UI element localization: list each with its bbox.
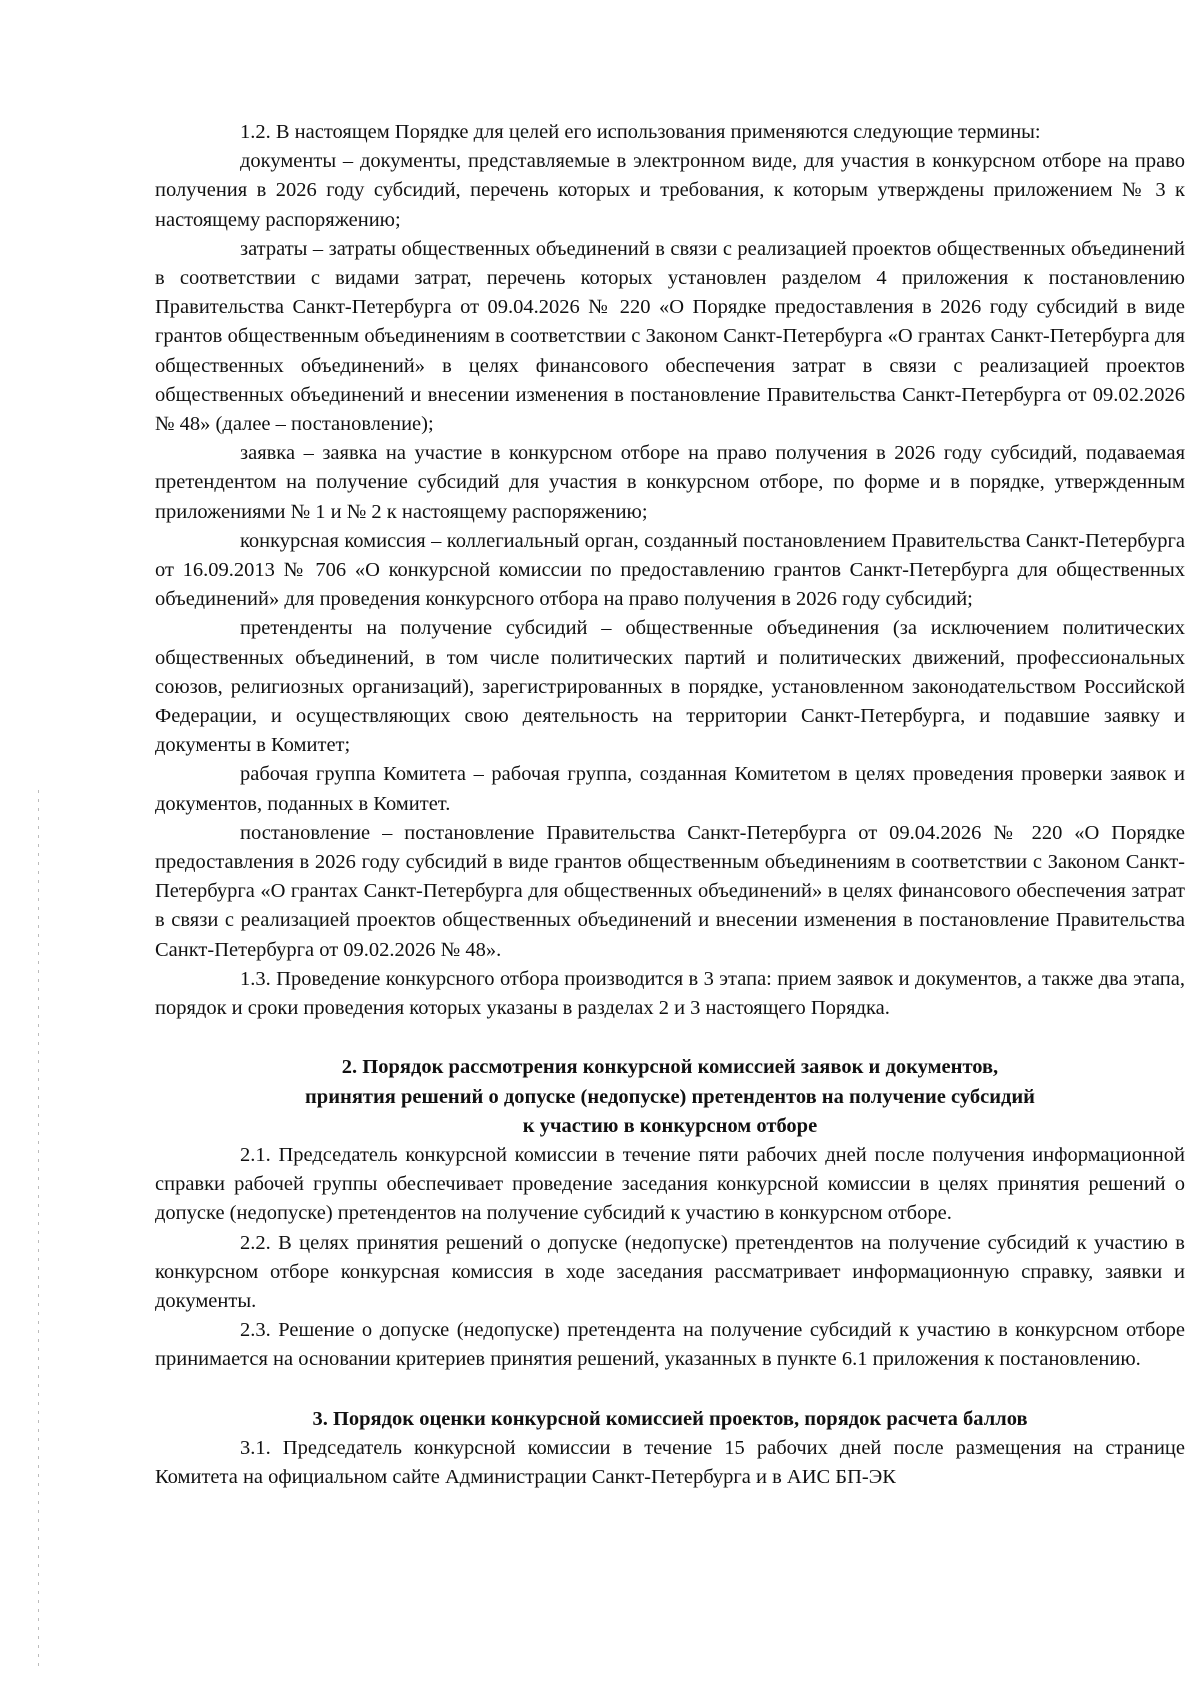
term-working-group: рабочая группа Комитета – рабочая группа, созданная Комитетом в целях проведения проверки заявок и документов, поданных в Комитет. <box>155 763 1185 815</box>
term-commission: конкурсная комиссия – коллегиальный орган, созданный постановлением Правительства Санкт-Петербурга от 16.09.2013 № 706 «О конкурсной комиссии по предоставлению грантов Санкт-Петербурга для общественных объединений» для проведения конкурсного отбора на право получения в 2026 году субсидий; <box>155 529 1185 611</box>
paragraph-2-2: 2.2. В целях принятия решений о допуске (недопуске) претендентов на получение субсидий к участию в конкурсном отборе конкурсная комиссия в ходе заседания рассматривает информационную справку, заявки и документы. <box>155 1231 1185 1312</box>
document-body <box>155 118 1185 1492</box>
term-application: заявка – заявка на участие в конкурсном отборе на право получения в 2026 году субсидий, подаваемая претендентом на получение субсидий для участия в конкурсном отборе, по форме и в порядке, утвержденным приложениями № 1 и № 2 к настоящему распоряжению; <box>155 442 1185 523</box>
term-documents: документы – документы, представляемые в электронном виде, для участия в конкурсном отборе на право получения в 2026 году субсидий, перечень которых и требования, к которым утверждены приложением № 3 к настоящему распоряжению; <box>155 150 1185 231</box>
paragraph-1-2: 1.2. В настоящем Порядке для целей его использования применяются следующие термины: <box>240 121 1041 143</box>
paragraph-3-1: 3.1. Председатель конкурсной комиссии в течение 15 рабочих дней после размещения на странице Комитета на официальном сайте Администрации Санкт-Петербурга и в АИС БП-ЭК <box>155 1436 1185 1488</box>
section-3-heading: 3. Порядок оценки конкурсной комиссией проектов, порядок расчета баллов <box>312 1407 1028 1430</box>
section-2-heading-line-2: принятия решений о допуске (недопуске) претендентов на получение субсидий <box>304 1085 1035 1108</box>
term-costs: затраты – затраты общественных объединений в связи с реализацией проектов общественных объединений в соответствии с видами затрат, перечень которых установлен разделом 4 приложения к постановлению Правительства Санкт-Петербурга от 09.04.2026 № 220 «О Порядке предоставления в 2026 году субсидий в виде грантов общественным объединениям в соответствии с Законом Санкт-Петербурга «О грантах Санкт-Петербурга для общественных объединений» в целях финансового обеспечения затрат в связи с реализацией проектов общественных объединений и внесении изменения в постановление Правительства Санкт-Петербурга от 09.02.2026 № 48» (далее – постановление); <box>155 237 1185 436</box>
paragraph-2-3: 2.3. Решение о допуске (недопуске) претендента на получение субсидий к участию в конкурсном отборе принимается на основании критериев принятия решений, указанных в пункте 6.1 приложения к постановлению. <box>155 1319 1185 1371</box>
paragraph-1-3: 1.3. Проведение конкурсного отбора производится в 3 этапа: прием заявок и документов, а также два этапа, порядок и сроки проведения которых указаны в разделах 2 и 3 настоящего Порядка. <box>155 967 1185 1020</box>
term-applicants: претенденты на получение субсидий – общественные объединения (за исключением политических общественных объединений, в том числе политических партий и политических движений, профессиональных союзов, религиозных организаций), зарегистрированных в порядке, установленном законодательством Российской Федерации, и осуществляющих свою деятельность на территории Санкт-Петербурга, и подавшие заявку и документы в Комитет; <box>155 617 1185 757</box>
term-resolution: постановление – постановление Правительства Санкт-Петербурга от 09.04.2026 № 220 «О Порядке предоставления в 2026 году субсидий в виде грантов общественным объединениям в соответствии с Законом Санкт-Петербурга «О грантах Санкт-Петербурга для общественных объединений» в целях финансового обеспечения затрат в связи с реализацией проектов общественных объединений и внесении изменения в постановление Правительства Санкт-Петербурга от 09.02.2026 № 48». <box>155 821 1185 961</box>
paragraph-2-1: 2.1. Председатель конкурсной комиссии в течение пяти рабочих дней после получения информационной справки рабочей группы обеспечивает проведение заседания конкурсной комиссии в целях принятия решений о допуске (недопуске) претендентов на получение субсидий к участию в конкурсном отборе. <box>155 1143 1185 1225</box>
section-2-heading-line-1: 2. Порядок рассмотрения конкурсной комиссией заявок и документов, <box>341 1056 999 1079</box>
section-2-heading-line-3: к участию в конкурсном отборе <box>522 1114 818 1137</box>
scan-margin-marks <box>38 790 39 1670</box>
